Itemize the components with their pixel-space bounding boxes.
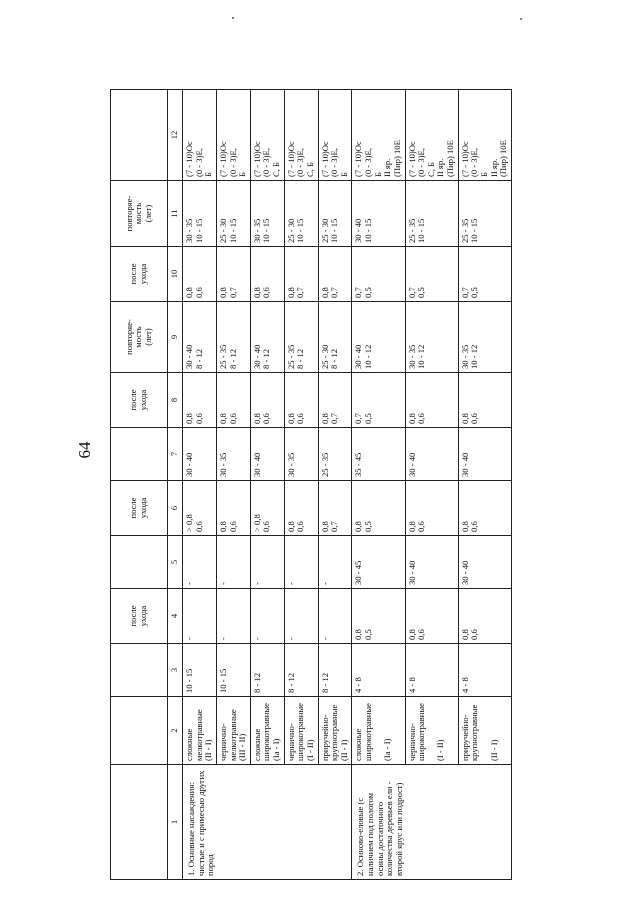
repeatability-cell: 25 - 35 10 - 15 [405, 181, 458, 247]
header-empty-cell [111, 697, 168, 765]
scan-speck [232, 17, 234, 19]
after-care-cell: 0,8 0,6 [250, 373, 284, 428]
composition-cell: (7 - 10)Ос (0 - 3)Е, Б [318, 90, 352, 181]
composition-cell: (7 - 10)Ос (0 - 3)Е, Б II яр. (Пир) 10Е [458, 90, 511, 181]
table-row [216, 90, 250, 880]
after-care-cell: - [284, 589, 318, 644]
after-care-cell: 0,8 0,6 [458, 373, 511, 428]
composition-cell: (7 - 10)Ос (0 - 3)Е, С, Б [250, 90, 284, 181]
column-number-8: 8 [168, 373, 183, 428]
header-repeatability: повторяе- мость (лет) [111, 181, 168, 247]
age-cell: 8 - 12 [318, 644, 352, 697]
table-row [405, 90, 458, 880]
table-row [250, 90, 284, 880]
value-cell: 30 - 35 [284, 428, 318, 481]
value-cell: 30 - 40 [458, 536, 511, 589]
forest-type-cell: приручейно- крупнотравные (II - I) [458, 697, 511, 765]
forest-type-cell: сложные широкотравные (Ia - I) [352, 697, 405, 765]
value-cell: 35 - 45 [352, 428, 405, 481]
composition-cell: (7 - 10)Ос (0 - 3)Е, С, Б [284, 90, 318, 181]
repeatability-cell: 30 - 40 8 - 12 [250, 302, 284, 373]
after-care-cell: 0,8 0,6 [216, 481, 250, 536]
column-number-7: 7 [168, 428, 183, 481]
value-cell: 30 - 40 [183, 428, 217, 481]
after-care-cell: 0,8 0,6 [405, 373, 458, 428]
scan-speck [520, 18, 522, 20]
table-row [183, 90, 217, 880]
page-number: 64 [75, 441, 94, 459]
value-cell: 30 - 40 [250, 428, 284, 481]
forest-type-cell: чернично- мелкотравные (III - II) [216, 697, 250, 765]
value-cell: - [250, 536, 284, 589]
after-care-cell: 0,8 0,6 [183, 247, 217, 302]
column-number-10: 10 [168, 247, 183, 302]
after-care-cell: 0,8 0,5 [352, 481, 405, 536]
after-care-cell: 0,8 0,7 [318, 373, 352, 428]
age-cell: 4 - 8 [458, 644, 511, 697]
value-cell: 30 - 40 [405, 536, 458, 589]
after-care-cell: - [250, 589, 284, 644]
after-care-cell: 0,8 0,7 [318, 481, 352, 536]
header-after-care: после ухода [111, 481, 168, 536]
column-number-9: 9 [168, 302, 183, 373]
after-care-cell: 0,8 0,6 [284, 373, 318, 428]
header-after-care: после ухода [111, 247, 168, 302]
repeatability-cell: 25 - 30 10 - 15 [318, 181, 352, 247]
after-care-cell: 0,8 0,7 [216, 247, 250, 302]
value-cell: 30 - 35 [216, 428, 250, 481]
column-number-12: 12 [168, 90, 183, 181]
after-care-cell: - [183, 589, 217, 644]
column-number-2: 2 [168, 697, 183, 765]
age-cell: 10 - 15 [183, 644, 217, 697]
after-care-cell: > 0,8 0,6 [183, 481, 217, 536]
composition-cell: (7 - 10)Ос (0 - 3)Е, Б [183, 90, 217, 181]
age-cell: 8 - 12 [250, 644, 284, 697]
after-care-cell: 0,8 0,7 [284, 247, 318, 302]
value-cell: 25 - 35 [318, 428, 352, 481]
column-number-row [168, 90, 183, 880]
after-care-cell: - [318, 589, 352, 644]
after-care-cell: 0,8 0,6 [183, 373, 217, 428]
after-care-cell: 0,8 0,7 [318, 247, 352, 302]
rotated-table-wrapper [110, 90, 509, 880]
repeatability-cell: 30 - 40 8 - 12 [183, 302, 217, 373]
after-care-cell: > 0,8 0,6 [250, 481, 284, 536]
value-cell: - [318, 536, 352, 589]
table-row [458, 90, 511, 880]
after-care-cell: - [216, 589, 250, 644]
composition-cell: (7 - 10)Ос (0 - 3)Е, Б [216, 90, 250, 181]
header-empty-cell [111, 536, 168, 589]
after-care-cell: 0,8 0,6 [216, 373, 250, 428]
after-care-cell: 0,8 0,6 [458, 481, 511, 536]
repeatability-cell: 25 - 30 8 - 12 [318, 302, 352, 373]
composition-cell: (7 - 10)Ос (0 - 3)Е, С, Б II яр. (Пир) 10Е [405, 90, 458, 181]
after-care-cell: 0,8 0,5 [352, 589, 405, 644]
column-number-11: 11 [168, 181, 183, 247]
forest-type-cell: приручейно- крупнотравные (II - I) [318, 697, 352, 765]
header-row [111, 90, 168, 880]
header-empty-cell [111, 765, 168, 880]
repeatability-cell: 25 - 30 10 - 15 [284, 181, 318, 247]
forest-type-cell: сложные мелкотравные (II - I) [183, 697, 217, 765]
composition-cell: (7 - 10)Ос (0 - 3)Е, Б II яр. (Пир) 10Е [352, 90, 405, 181]
column-number-5: 5 [168, 536, 183, 589]
forest-care-table [110, 89, 512, 880]
repeatability-cell: 30 - 35 10 - 12 [458, 302, 511, 373]
after-care-cell: 0,7 0,5 [352, 373, 405, 428]
stand-category-cell: 2. Осиново-еловые (с наличием под пологом осины достаточного количества деревьев ели - второй ярус или подрост) [352, 765, 511, 880]
header-repeatability: повторяе- мость (лет) [111, 302, 168, 373]
header-after-care: после ухода [111, 589, 168, 644]
value-cell: 30 - 40 [405, 428, 458, 481]
after-care-cell: 0,8 0,6 [405, 481, 458, 536]
column-number-3: 3 [168, 644, 183, 697]
age-cell: 4 - 8 [352, 644, 405, 697]
value-cell: - [216, 536, 250, 589]
after-care-cell: 0,7 0,5 [458, 247, 511, 302]
table-row [318, 90, 352, 880]
after-care-cell: 0,7 0,5 [405, 247, 458, 302]
table-row [352, 90, 405, 880]
forest-type-cell: чернично- широкотравные (I - II) [284, 697, 318, 765]
after-care-cell: 0,8 0,6 [250, 247, 284, 302]
repeatability-cell: 30 - 40 10 - 12 [352, 302, 405, 373]
value-cell: 30 - 45 [352, 536, 405, 589]
value-cell: - [183, 536, 217, 589]
stand-category-cell: 1. Основные насаждения: чистые и с примесью других пород [183, 765, 352, 880]
header-empty-cell [111, 90, 168, 181]
forest-type-cell: чернично- широкотравные (I - II) [405, 697, 458, 765]
repeatability-cell: 25 - 30 10 - 15 [216, 181, 250, 247]
repeatability-cell: 30 - 35 10 - 15 [250, 181, 284, 247]
column-number-4: 4 [168, 589, 183, 644]
age-cell: 4 - 8 [405, 644, 458, 697]
column-number-6: 6 [168, 481, 183, 536]
after-care-cell: 0,7 0,5 [352, 247, 405, 302]
after-care-cell: 0,8 0,6 [284, 481, 318, 536]
repeatability-cell: 25 - 35 8 - 12 [284, 302, 318, 373]
value-cell: 30 - 40 [458, 428, 511, 481]
after-care-cell: 0,8 0,6 [405, 589, 458, 644]
repeatability-cell: 30 - 35 10 - 15 [183, 181, 217, 247]
age-cell: 8 - 12 [284, 644, 318, 697]
forest-type-cell: сложные широкотравные (Ia - I) [250, 697, 284, 765]
repeatability-cell: 30 - 40 10 - 15 [352, 181, 405, 247]
repeatability-cell: 30 - 35 10 - 12 [405, 302, 458, 373]
repeatability-cell: 25 - 35 10 - 15 [458, 181, 511, 247]
age-cell: 10 - 15 [216, 644, 250, 697]
table-row [284, 90, 318, 880]
column-number-1: 1 [168, 765, 183, 880]
repeatability-cell: 25 - 35 8 - 12 [216, 302, 250, 373]
header-empty-cell [111, 428, 168, 481]
header-after-care: после ухода [111, 373, 168, 428]
value-cell: - [284, 536, 318, 589]
header-empty-cell [111, 644, 168, 697]
after-care-cell: 0,8 0,6 [458, 589, 511, 644]
